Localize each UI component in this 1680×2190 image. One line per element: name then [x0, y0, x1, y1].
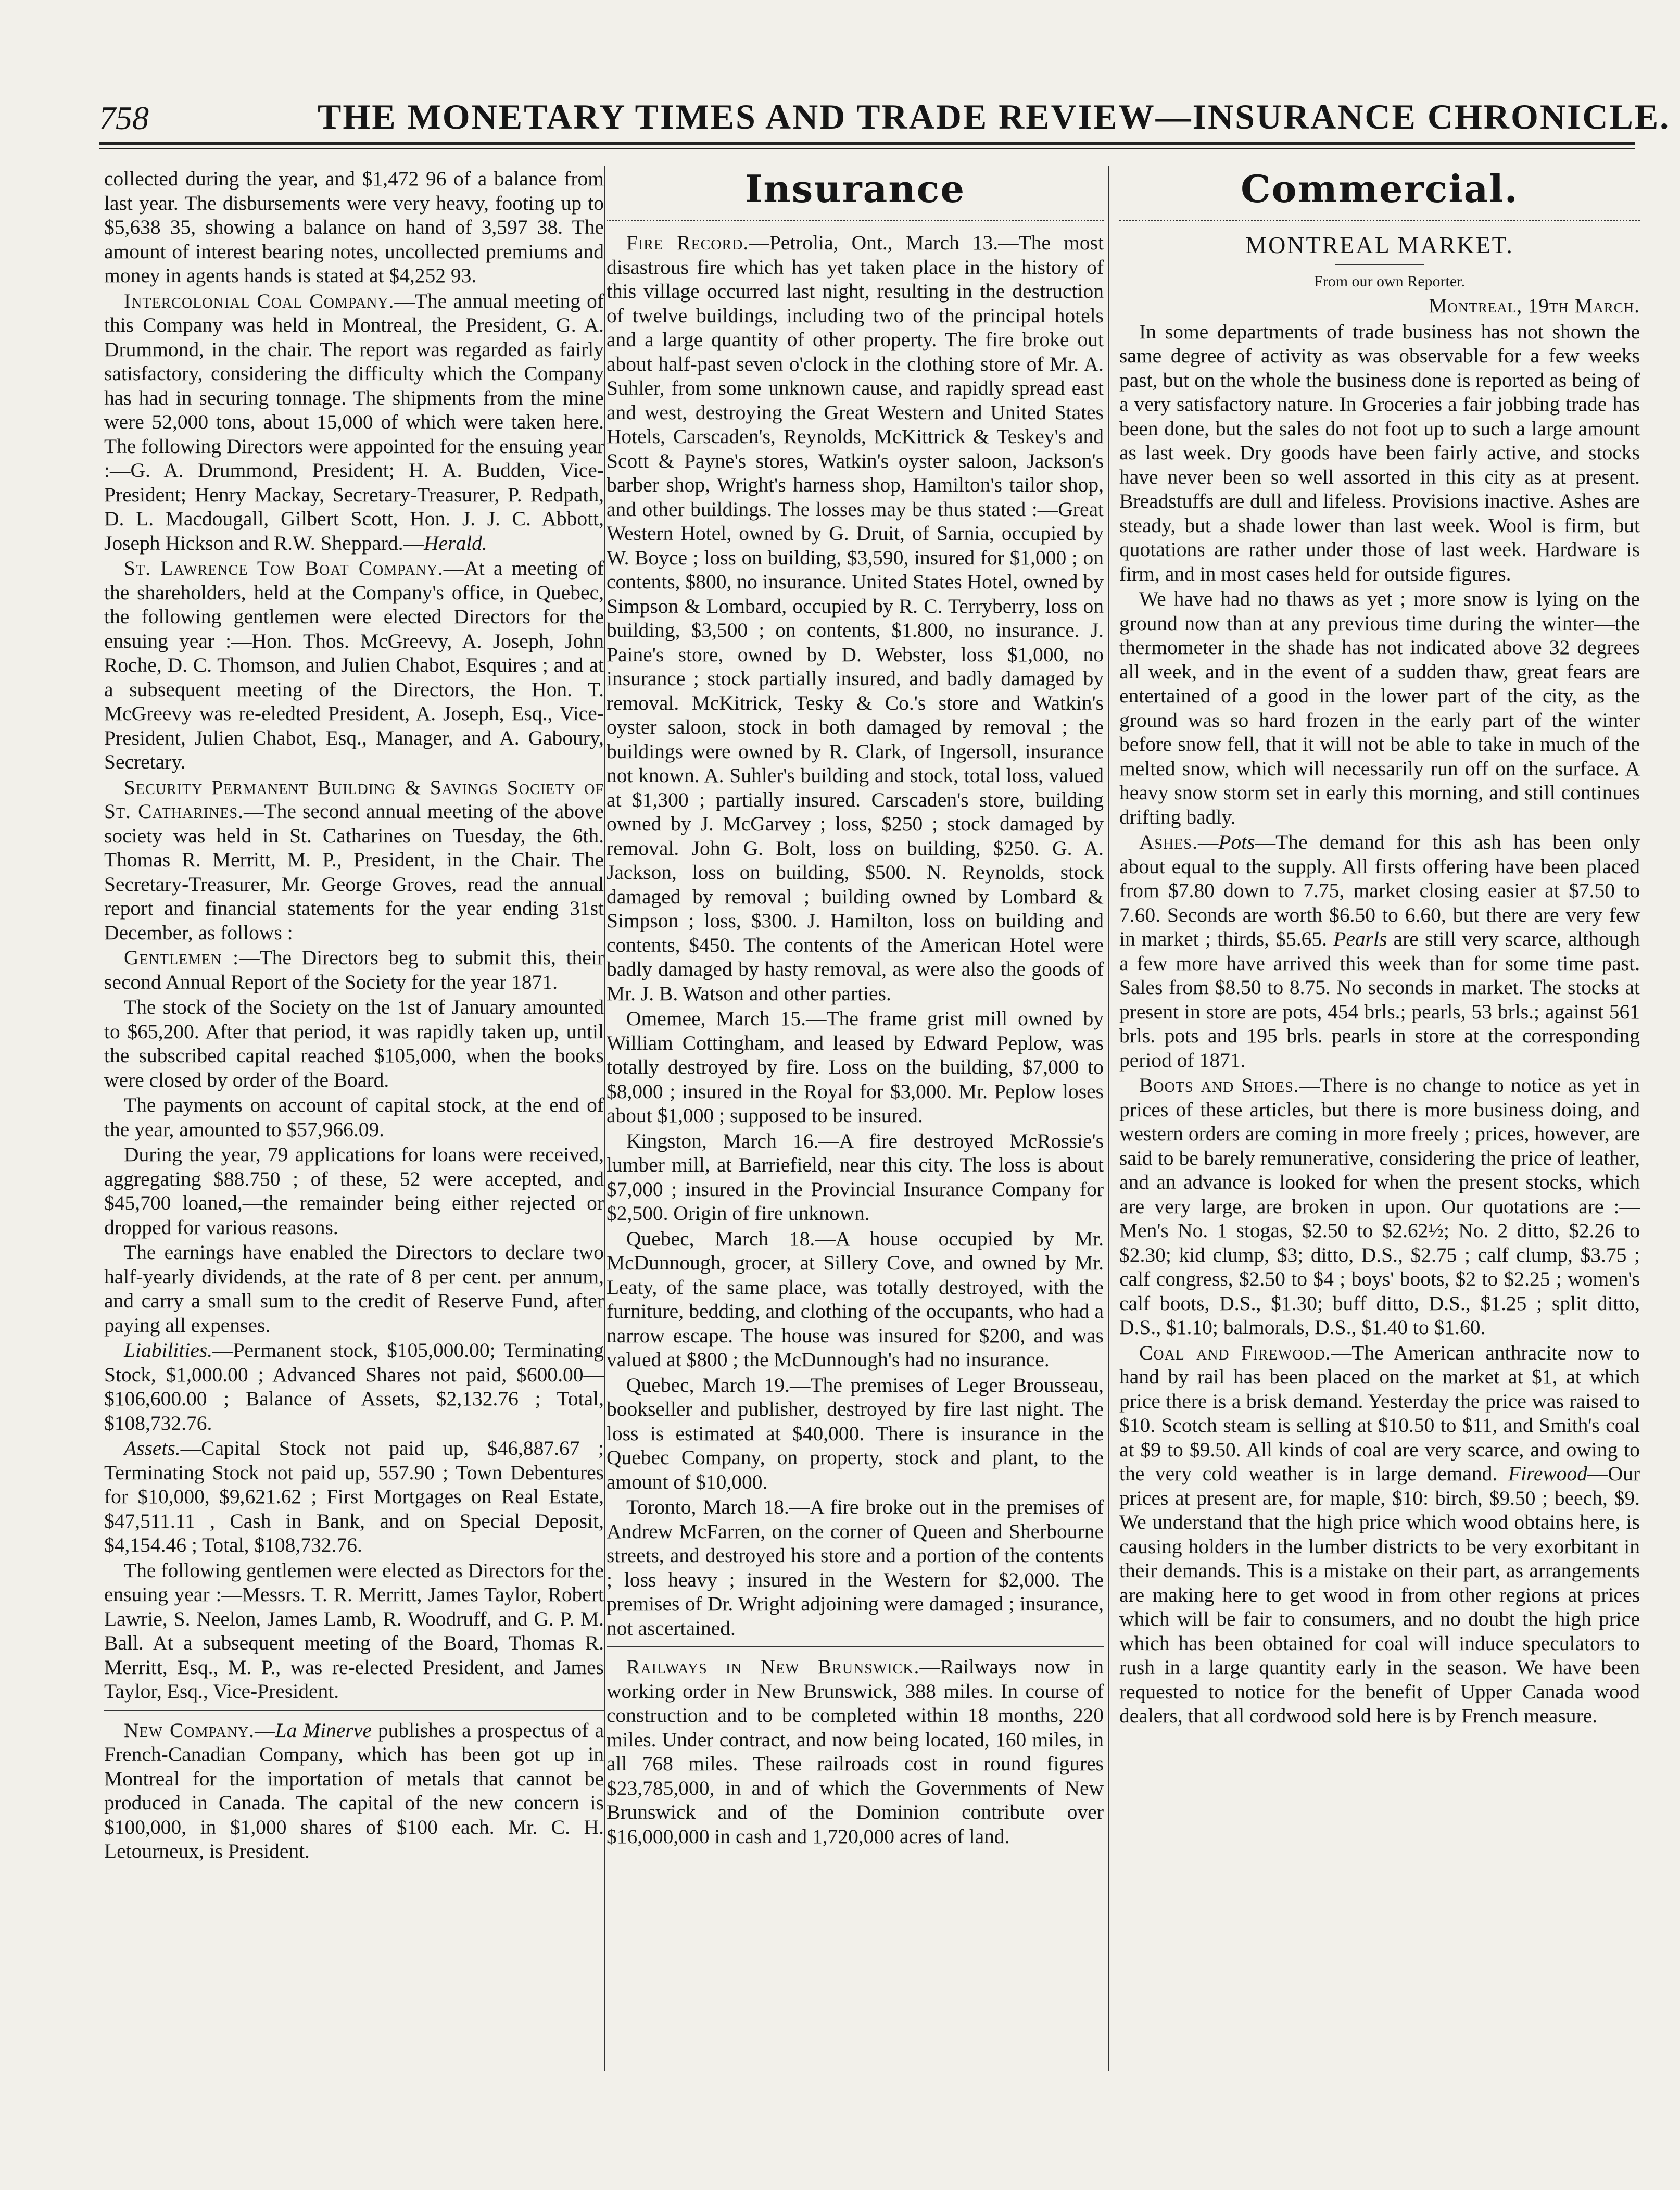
section-divider	[607, 215, 1104, 221]
article-paragraph	[104, 289, 604, 556]
article-text: —Railways now in working order in New Brunswick, 388 miles. In course of construction and to be completed within 18 months, 220 miles. Under contract, and now being located, 160 miles, in all 768 miles. These railroads cost in round figures $23,785,000, in and of which the Governments of New Brunswick and of the Dominion contribute over $16,000,000 in cash and 1,720,000 acres of land.	[607, 1655, 1104, 1848]
article-paragraph	[104, 1436, 604, 1557]
column-left	[104, 167, 604, 2145]
article-text: —The Directors beg to submit this, their second Annual Report of the Society for the year 1871.	[104, 946, 604, 993]
article-paragraph: The following gentlemen were elected as Directors for the ensuing year :—Messrs. T. R. Merritt, James Taylor, Robert Lawrie, S. Neelon, James Lamb, R. Woodruff, and G. P. M. Ball. At a subsequent meeting of the Board, Thomas R. Merritt, Esq., M. P., was re-elected President, and James Taylor, Esq., Vice-President.	[104, 1558, 604, 1703]
article-heading: Assets.	[124, 1437, 181, 1459]
header-rule	[99, 142, 1635, 145]
article-heading: Railways in New Brunswick.	[626, 1655, 920, 1678]
article-paragraph	[104, 1338, 604, 1435]
article-paragraph	[1119, 1073, 1640, 1340]
market-heading: MONTREAL MARKET.	[1245, 232, 1514, 258]
article-paragraph: collected during the year, and $1,472 96 of a balance from last year. The disbursements were very heavy, footing up to $5,638 35, showing a balance on hand of 3,597 38. The amount of interest bearing notes, uncollected premiums and money in agents hands is stated at $4,252 93.	[104, 167, 604, 287]
article-paragraph: Quebec, March 19.—The premises of Leger Brousseau, bookseller and publisher, destroyed by fire last night. The loss is estimated at $40,000. There is insurance in the Quebec Company, on property, stock and plant, to the amount of $10,000.	[607, 1373, 1104, 1493]
article-text: —The annual meeting of this Company was held in Montreal, the President, G. A. Drummond, in the chair. The report was regarded as fairly satisfactory, considering the difficulty which the Company has had in securing tonnage. The shipments from the mine were 52,000 tons, about 15,000 of which were taken here. The following Directors were appointed for the ensuing year :—G. A. Drummond, President; H. A. Budden, Vice-President; Henry Mackay, Secretary-Treasurer, P. Redpath, D. L. Macdougall, Gilbert Scott, Hon. J. J. C. Abbott, Joseph Hickson and R.W. Sheppard.—	[104, 289, 604, 555]
article-separator	[607, 1646, 1104, 1647]
article-text: —The American anthracite now to hand by rail has been placed on the market at $1, at which price there is a brisk demand. Yesterday the price was raised to $10. Scotch steam is selling at $10.50 to $11, and Smith's coal at $9 to $9.50. All kinds of coal are very scarce, and owing to the very cold weather is in large demand.	[1119, 1341, 1640, 1485]
article-paragraph: We have had no thaws as yet ; more snow is lying on the ground now than at any previous time during the winter—the thermometer in the shade has not indicated above 32 degrees all week, and in the event of a sudden thaw, great fears are entertained of a good in the lower part of the city, as the ground was so hard frozen in the early part of the winter before snow fell, that it will not be able to take in much of the melted snow, which will necessarily run off on the surface. A heavy snow storm set in early this morning, and still continues drifting badly.	[1119, 587, 1640, 828]
article-heading: Ashes.	[1139, 830, 1198, 853]
article-heading: Security Permanent Building & Savings Society of St. Catharines.	[104, 775, 604, 823]
page-header	[99, 96, 1671, 138]
article-paragraph: During the year, 79 applications for loans were received, aggregating $88.750 ; of these, 52 were accepted, and $45,700 loaned,—the remainder being either rejected or dropped for various reasons.	[104, 1143, 604, 1239]
byline: From our own Reporter.	[1314, 273, 1465, 290]
section-title-commercial: Commercial.	[1241, 167, 1519, 211]
article-heading: Boots and Shoes.	[1139, 1074, 1299, 1097]
masthead-title: THE MONETARY TIMES AND TRADE REVIEW—INSURANCE CHRONICLE.	[318, 97, 1671, 136]
page-number: 758	[99, 99, 149, 136]
article-paragraph: In some departments of trade business has not shown the same degree of activity as was observable for a few weeks past, but on the whole the business done is reported as being of a very satisfactory nature. In Groceries a fair jobbing trade has been done, but the sales do not foot up to such a large amount as last week. Dry goods have been fairly active, and stocks have never been so well assorted in this city as at present. Breadstuffs are dull and lifeless. Provisions inactive. Ashes are steady, but a shade lower than last week. Wool is firm, but quotations are rather under those of last week. Hardware is firm, and in most cases held for outside figures.	[1119, 320, 1640, 585]
article-heading: Intercolonial Coal Company.	[124, 289, 395, 312]
article-text: —Petrolia, Ont., March 13.—The most disastrous fire which has yet taken place in the history of this village occurred last night, resulting in the destruction of twelve buildings, including two of the principal hotels and a large quantity of other property. The fire broke out about half-past seven o'clock in the clothing store of Mr. A. Suhler, from some unknown cause, and rapidly spread east and west, destroying the Great Western and United States Hotels, Carscaden's, Reynolds, McKittrick & Teskey's and Scott & Payne's stores, Watkin's oyster saloon, Jackson's barber shop, Wright's harness shop, Hamilton's tailor shop, and other buildings. The losses may be thus stated :—Great Western Hotel, owned by G. Druit, of Sarnia, occupied by W. Boyce ; loss on building, $3,590, insured for $1,000 ; on contents, $800, no insurance. United States Hotel, owned by Simpson & Lombard, occupied by R. C. Terryberry, loss on building, $3,500 ; on contents, $1.800, no insurance. J. Paine's store, owned by D. Webster, loss $1,000, no insurance ; stock partially insured, and badly damaged by removal. McKitrick, Tesky & Co.'s store and Watkin's oyster saloon, stock in both damaged by removal ; the buildings were owned by R. Clark, of Ingersoll, insurance not known. A. Suhler's building and stock, total loss, valued at $1,300 ; partially insured. Carscaden's store, building owned by J. McGarvey ; loss, $250 ; stock damaged by removal. John G. Bolt, loss on building, $250. G. A. Jackson, loss on building, $500. N. Reynolds, stock damaged by removal ; building owned by Lombard & Simpson ; loss, $300. J. Hamilton, loss on building and contents, $450. The contents of the American Hotel were badly damaged by hasty removal, as were also the goods of Mr. J. B. Watson and other parties.	[607, 231, 1104, 1005]
article-paragraph	[1119, 1341, 1640, 1728]
column-insurance	[607, 167, 1104, 2145]
article-heading: St. Lawrence Tow Boat Company.	[124, 557, 444, 580]
article-subheading: Firewood	[1508, 1462, 1588, 1485]
article-paragraph	[607, 1655, 1104, 1848]
article-paragraph	[607, 231, 1104, 1005]
article-paragraph: New Company.—La Minerve publishes a prospectus of a French-Canadian Company, which has been got up in Montreal for the importation of metals that cannot be produced in Canada. The capital of the new concern is $100,000, in $1,000 shares of $100 each. Mr. C. H. Letourneux, is President.	[104, 1718, 604, 1862]
short-rule	[1335, 264, 1424, 265]
article-heading: Gentlemen :	[124, 946, 239, 969]
article-paragraph: The payments on account of capital stock, at the end of the year, amounted to $57,966.09.	[104, 1093, 604, 1141]
article-subheading: Pearls	[1333, 927, 1387, 950]
article-heading: Fire Record.	[626, 231, 749, 254]
article-text: —Permanent stock, $105,000.00; Terminating Stock, $1,000.00 ; Advanced Shares not paid, $600.00—$106,600.00 ; Balance of Assets, $2,132.76 ; Total, $108,732.76.	[104, 1339, 604, 1434]
article-source: Herald.	[424, 531, 487, 555]
article-text: —There is no change to notice as yet in prices of these articles, but there is more business doing, and western orders are coming in more freely ; prices, however, are said to be barely remunerative, considering the price of leather, and an advance is looked for when the present stocks, which are very large, are broken in upon. Our quotations are :—Men's No. 1 stogas, $2.50 to $2.62½; No. 2 ditto, $2.26 to $2.30; kid clump, $3; ditto, D.S., $2.75 ; calf clump, $3.75 ; calf congress, $2.50 to $4 ; boys' boots, $2 to $2.25 ; women's calf boots, D.S., $1.30; buff ditto, D.S., $1.25 ; split ditto, D.S., $1.10; balmorals, D.S., $1.40 to $1.60.	[1119, 1074, 1640, 1339]
article-text: —Capital Stock not paid up, $46,887.67 ; Terminating Stock not paid up, 557.90 ; Town Debentures for $10,000, $9,621.62 ; First Mortgages on Real Estate, $47,511.11 , Cash in Bank, and on Special Deposit, $4,154.46 ; Total, $108,732.76.	[104, 1437, 604, 1556]
article-paragraph: Quebec, March 18.—A house occupied by Mr. McDunnough, grocer, at Sillery Cove, and owned by Mr. Leaty, of the same place, was totally destroyed, with the furniture, bedding, and clothing of the occupants, who had a narrow escape. The house was insured for $200, and was valued at $800 ; the McDunnough's had no insurance.	[607, 1227, 1104, 1371]
header-rule-thin	[99, 148, 1635, 149]
publication-name: La Minerve	[275, 1718, 372, 1742]
article-heading: Liabilities.	[124, 1339, 213, 1362]
article-paragraph: Ashes.—Pots—The demand for this ash has been only about equal to the supply. All firsts offering have been placed from $7.80 down to 7.75, market closing easier at $7.50 to 7.60. Seconds are worth $6.50 to 6.60, but there are very few in market ; thirds, $5.65. Pearls are still very scarce, although a few more have arrived this week than for some time past. Sales from $8.50 to 8.75. No seconds in market. The stocks at present in store are pots, 454 brls.; pearls, 53 brls.; against 561 brls. pots and 195 brls. pearls in store at the corresponding period of 1871.	[1119, 830, 1640, 1072]
dateline: Montreal, 19th March.	[1429, 295, 1640, 317]
article-paragraph: The earnings have enabled the Directors to declare two half-yearly dividends, at the rate of 8 per cent. per annum, and carry a small sum to the credit of Reserve Fund, after paying all expenses.	[104, 1241, 604, 1337]
article-text: —The demand for this ash has been only about equal to the supply. All firsts offering have been placed from $7.80 down to 7.75, market closing easier at $7.50 to 7.60. Seconds are worth $6.50 to 6.60, but there are very few in market ; thirds, $5.65.	[1119, 830, 1640, 950]
article-text: —The second annual meeting of the above society was held in St. Catharines on Tuesday, the 6th. Thomas R. Merritt, M. P., President, in the Chair. The Secretary-Treasurer, Mr. George Groves, read the annual report and financial statements for the year ending 31st December, as follows :	[104, 800, 604, 944]
article-subheading: Pots	[1218, 830, 1255, 853]
column-commercial	[1119, 167, 1640, 2145]
article-text: publishes a prospectus of a French-Canadian Company, which has been got up in Montreal for the importation of metals that cannot be produced in Canada. The capital of the new concern is $100,000, in $1,000 shares of $100 each. Mr. C. H. Letourneux, is President.	[104, 1718, 604, 1862]
article-text: —At a meeting of the shareholders, held at the Company's office, in Quebec, the following gentlemen were elected Directors for the ensuing year :—Hon. Thos. McGreevy, A. Joseph, John Roche, D. C. Thomson, and Julien Chabot, Esquires ; and at a subsequent meeting of the Directors, the Hon. T. McGreevy was re-eledted President, A. Joseph, Esq., Vice-President, Julien Chabot, Esq., Manager, and A. Gaboury, Secretary.	[104, 557, 604, 773]
article-paragraph: Kingston, March 16.—A fire destroyed McRossie's lumber mill, at Barriefield, near this city. The loss is about $7,000 ; insured in the Provincial Insurance Company for $2,500. Origin of fire unknown.	[607, 1129, 1104, 1225]
article-text: are still very scarce, although a few more have arrived this week than for some time past. Sales from $8.50 to 8.75. No seconds in market. The stocks at present in store are pots, 454 brls.; pearls, 53 brls.; against 561 brls. pots and 195 brls. pearls in store at the corresponding period of 1871.	[1119, 927, 1640, 1072]
article-text: —Our prices at present are, for maple, $10: birch, $9.50 ; beech, $9. We understand that the high price which wood obtains here, is causing holders in the lumber districts to be very exorbitant in their demands. This is a mistake on their part, as arrangements are making here to get wood in from other regions at prices which will be fair to consumers, and no doubt the high price which has been obtained for coal will induce speculators to rush in a large quantity early in the season. We have been requested to notice for the benefit of Upper Canada wood dealers, that all cordwood sold here is by French measure.	[1119, 1462, 1640, 1727]
column-divider	[604, 166, 605, 2071]
article-paragraph	[104, 775, 604, 945]
article-paragraph: Toronto, March 18.—A fire broke out in the premises of Andrew McFarren, on the corner of Queen and Sherbourne streets, and destroyed his store and a portion of the contents ; loss heavy ; insured in the Western for $2,000. The premises of Dr. Wright adjoining were damaged ; insurance, not ascertained.	[607, 1495, 1104, 1640]
article-separator	[104, 1710, 604, 1711]
article-paragraph: Omemee, March 15.—The frame grist mill owned by William Cottingham, and leased by Edward Peplow, was totally destroyed by fire. Loss on the building, $7,000 to $8,000 ; insured in the Royal for $3,000. Mr. Peplow loses about $1,000 ; supposed to be insured.	[607, 1007, 1104, 1127]
article-paragraph	[104, 946, 604, 994]
section-divider	[1119, 215, 1640, 221]
article-paragraph	[104, 556, 604, 774]
article-paragraph: The stock of the Society on the 1st of January amounted to $65,200. After that period, it was rapidly taken up, until the subscribed capital reached $105,000, when the books were closed by order of the Board.	[104, 996, 604, 1091]
article-heading: New Company.	[124, 1718, 255, 1742]
article-heading: Coal and Firewood.	[1139, 1341, 1331, 1364]
section-title-insurance: Insurance	[744, 167, 966, 211]
column-divider	[1108, 166, 1109, 2071]
